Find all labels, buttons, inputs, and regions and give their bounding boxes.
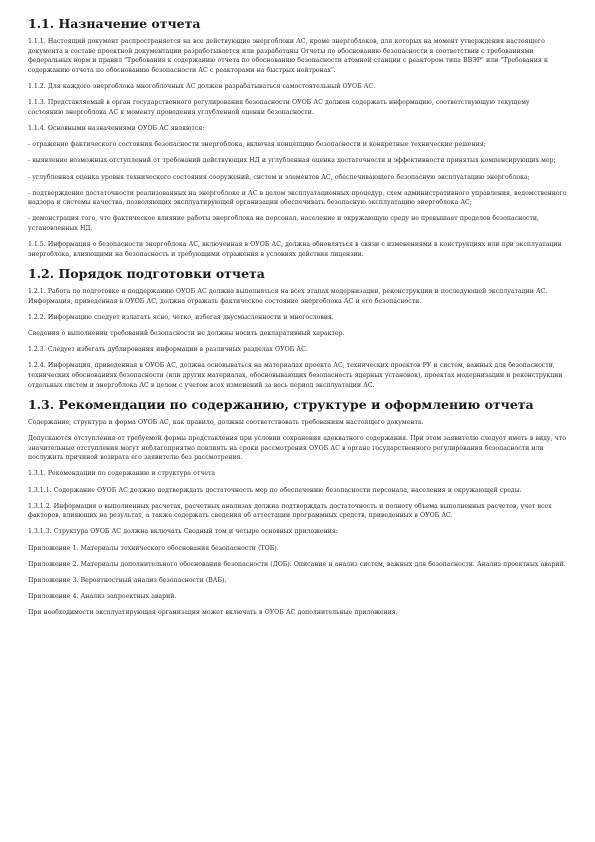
section-heading-purpose: 1.1. Назначение отчета [28, 16, 201, 31]
section-heading-recommendations: 1.3. Рекомендации по содержанию, структуре и оформлению отчета [28, 396, 534, 412]
paragraph: 1.2.1. Работа по подготовке и поддержанию ОУОБ АС должна выполняться на всех этапах модернизации, реконструкции и последующей эксплуатации АС. Информация, приведенная в ОУОБ АС, должна отражать фактическое состояние энергоблока АС и его безопасности. [28, 288, 548, 305]
paragraph: При необходимости эксплуатирующая организация может включать в ОУОБ АС дополнительные приложения. [28, 609, 398, 617]
appendix-item: Приложение 3. Вероятностный анализ безопасности (ВАБ). [28, 577, 227, 585]
appendix-item: Приложение 2. Материалы дополнительного обоснования безопасности (ДОБ). Описание и анализ систем, важных для безопасности. Анализ проектных аварий. [28, 560, 566, 568]
list-item: - демонстрация того, что фактическое влияние работы энергоблока на персонал, население и окружающую среду не превышает пределов безопасности, установленных НД. [28, 215, 539, 233]
paragraph: 1.3.1.1. Содержание ОУОБ АС должно подтверждать достаточность мер по обеспечению безопасности персонала, населения и окружающей среды. [28, 486, 522, 494]
appendix-item: Приложение 1. Материалы технического обоснования безопасности (ТОБ). [28, 544, 279, 552]
paragraph: 1.1.5. Информация о безопасности энергоблока АС, включенная в ОУОБ АС, должна обновляться в связи с изменениями в конструкциях или при эксплуатации энергоблока, влияющими на безопасность и требующими отражения в условиях действия лицензии. [28, 241, 562, 258]
paragraph: 1.1.2. Для каждого энергоблока многоблочных АС должен разрабатываться самостоятельный ОУОБ АС. [28, 82, 376, 90]
list-item: - отражение фактического состояния безопасности энергоблока, включая концепцию безопасности и конкретные технические решения; [28, 141, 486, 149]
list-item: - подтверждение достаточности реализованных на энергоблоке и АС в целом эксплуатационных процедур, схем административного управления, ведомственного надзора и системы качества, позволяющих эксплуатирующей организации обеспечивать безопасную эксплуатацию энергоблока АС; [28, 189, 567, 207]
paragraph: 1.2.2. Информацию следует излагать ясно, четко, избегая двусмысленности и многословия. [28, 313, 334, 321]
paragraph: 1.1.1. Настоящий документ распространяется на все действующие энергоблоки АС, кроме энергоблоков, для которых на момент утверждения настоящего документа в составе проектной документации разработывается или разработаны Отчеты по обоснованию безопасности в соответствии с требованиями федеральных норм и правил "Требования к содержанию отчета по обоснованию безопасности атомной станции с реактором типа ВВЭР" или "Требования к содержанию отчета по обоснованию безопасности АС с реакторами на быстрых нейтронах". [28, 38, 548, 74]
paragraph: 1.1.3. Представляемый в орган государственного регулирования безопасности ОУОБ АС должен содержать информацию, соответствующую текущему состоянию энергоблока АС к моменту проведения углубленной оценки безопасности. [28, 99, 530, 116]
paragraph: 1.3.1.2. Информация о выполненных расчетах, расчетных анализах должна подтверждать достаточность и полноту объема выполненных расчетов, учет всех факторов, влияющих на результат, а также содержать сведения об аттестации программных средств, приведенных в ОУОБ АС. [28, 502, 552, 520]
paragraph: 1.3.1. Рекомендации по содержанию и структуре отчета [28, 470, 216, 478]
paragraph: 1.2.3. Следует избегать дублирования информации в различных разделах ОУОБ АС. [28, 346, 308, 354]
paragraph: 1.2.4. Информация, приведенная в ОУОБ АС, должна основываться на материалах проекта АС, технических проектов РУ и систем, важных для безопасности, технических обоснованиях безопасности (или других материалах, обосновывающих безопасность ядерных установок), проектах модернизации и реконструкции отдельных систем и энергоблока АС в целом с учетом всех изменений за весь период эксплуатации АС. [28, 362, 563, 389]
list-item: - углубленная оценка уровня технического состояния сооружений, систем и элементов АС, обеспечивающего безопасную эксплуатацию энергоблока; [28, 173, 530, 181]
paragraph: Содержание, структура и форма ОУОБ АС, как правило, должны соответствовать требованиям настоящего документа. [28, 418, 424, 426]
list-item: - выявление возможных отступлений от требований действующих НД и углубленная оценка достаточности и эффективности принятых компенсирующих мер; [28, 157, 556, 165]
paragraph: Допускаются отступления от требуемой формы представления при условии сохранения адекватного содержания. При этом заявителю следует иметь в виду, что значительные отступления могут неблагоприятно повлиять на сроки рассмотрения ОУОБ АС в органе государственного регулирования безопасности или послужить причиной возврата его заявителю без рассмотрения. [28, 434, 566, 462]
paragraph: Сведения о выполнении требований безопасности не должны носить декларативный характер. [28, 330, 345, 337]
paragraph: 1.3.1.3. Структура ОУОБ АС должна включать Сводный том и четыре основных приложения: [28, 528, 338, 536]
section-heading-preparation: 1.2. Порядок подготовки отчета [28, 266, 265, 282]
paragraph: 1.1.4. Основными назначениями ОУОБ АС являются: [28, 124, 205, 132]
appendix-item: Приложение 4. Анализ запроектных аварий. [28, 593, 177, 601]
